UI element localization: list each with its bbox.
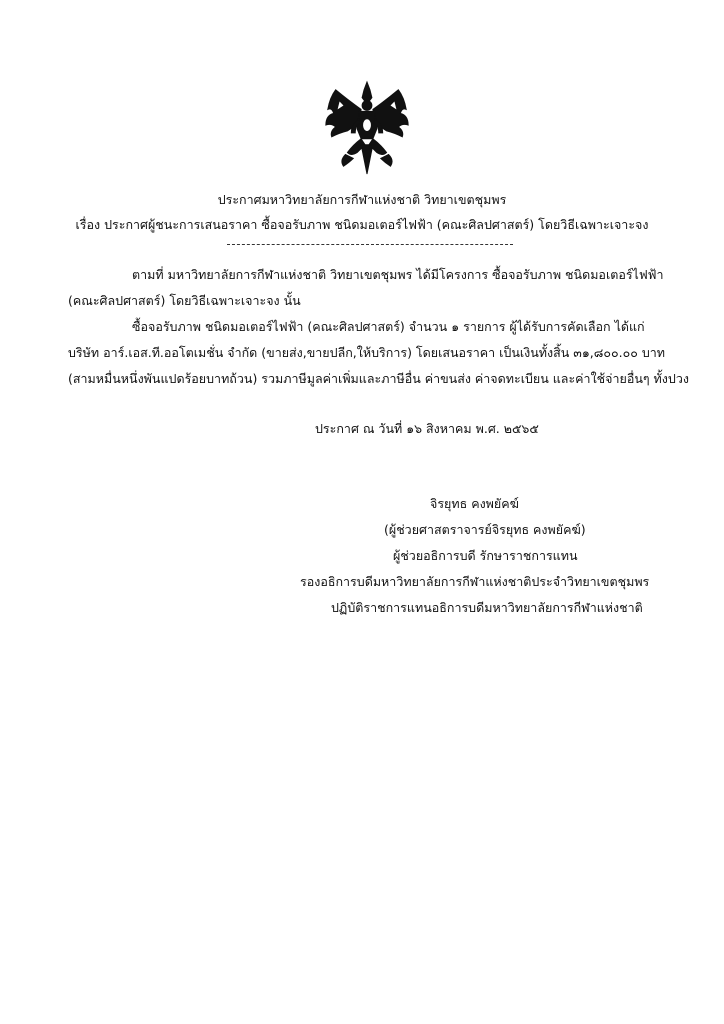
signer-position-3: ปฏิบัติราชการแทนอธิการบดีมหาวิทยาลัยการกีฬาแห่งชาติ — [331, 600, 643, 615]
body-paragraph-2-line-2: บริษัท อาร์.เอส.ที.ออโตเมชั่น จำกัด (ขายส่ง,ขายปลีก,ให้บริการ) โดยเสนอราคา เป็นเงินทั้งสิ้น ๓๑,๘๐๐.๐๐ บาท — [68, 345, 666, 360]
announce-date: ประกาศ ณ วันที่ ๑๖ สิงหาคม พ.ศ. ๒๕๖๕ — [315, 421, 539, 436]
body-paragraph-1-line-2: (คณะศิลปศาสตร์) โดยวิธีเฉพาะเจาะจง นั้น — [68, 293, 301, 308]
body-paragraph-2-line-3: (สามหมื่นหนึ่งพันแปดร้อยบาทถ้วน) รวมภาษีมูลค่าเพิ่มและภาษีอื่น ค่าขนส่ง ค่าจดทะเบียน และค่าใช้จ่ายอื่นๆ ทั้งปวง — [68, 371, 689, 386]
signer-position-2: รองอธิการบดีมหาวิทยาลัยการกีฬาแห่งชาติประจำวิทยาเขตชุมพร — [300, 574, 650, 589]
garuda-emblem-icon — [318, 80, 416, 178]
signature: จิรยุทธ คงพยัคฆ์ — [430, 496, 519, 511]
body-paragraph-1-line-1: ตามที่ มหาวิทยาลัยการกีฬาแห่งชาติ วิทยาเขตชุมพร ได้มีโครงการ ซื้อจอรับภาพ ชนิดมอเตอร์ไฟฟ้า — [132, 267, 664, 282]
signer-full-name: (ผู้ช่วยศาสตราจารย์จิรยุทธ คงพยัคฆ์) — [384, 522, 586, 537]
document-subject: เรื่อง ประกาศผู้ชนะการเสนอราคา ซื้อจอรับภาพ ชนิดมอเตอร์ไฟฟ้า (คณะศิลปศาสตร์) โดยวิธีเฉพาะเจาะจง — [75, 217, 649, 232]
document-title: ประกาศมหาวิทยาลัยการกีฬาแห่งชาติ วิทยาเขตชุมพร — [217, 192, 507, 207]
body-paragraph-2-line-1: ซื้อจอรับภาพ ชนิดมอเตอร์ไฟฟ้า (คณะศิลปศาสตร์) จำนวน ๑ รายการ ผู้ได้รับการคัดเลือก ได้แก่ — [132, 319, 645, 334]
signer-position-1: ผู้ช่วยอธิการบดี รักษาราชการแทน — [393, 548, 578, 563]
separator-line — [227, 244, 513, 245]
